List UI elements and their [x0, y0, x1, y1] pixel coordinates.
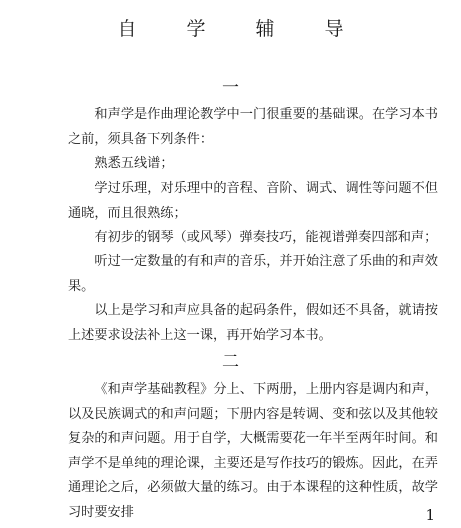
paragraph-condition-staff: 熟悉五线谱； — [94, 156, 174, 171]
page-number: 1 — [425, 506, 435, 524]
paragraph-condition-piano: 有初步的钢琴（或风琴）弹奏技巧，能视谱弹奏四部和声； — [94, 230, 438, 245]
paragraph-summary: 以上是学习和声应具备的起码条件，假如还不具备，就请按上述要求设法补上这一课，再开始学习本书。 — [68, 303, 438, 343]
paragraph-condition-listening: 听过一定数量的有和声的音乐，并开始注意了乐曲的和声效果。 — [68, 254, 438, 294]
paragraph-course-overview: 《和声学基础教程》分上、下两册，上册内容是调内和声，以及民族调式的和声问题；下册内容是转调、变和弦以及其他较复杂的和声问题。用于自学，大概需要花一年半至两年时间。和声学不是单纯的理论课，主要还是写作技巧的锻炼。因此，在弄通理论之后，必须做大量的练习。由于本课程的这种性质，故学习时要安排 — [68, 382, 438, 520]
paragraph-condition-theory: 学过乐理，对乐理中的音程、音阶、调式、调性等问题不但通晓，而且很熟练； — [68, 181, 438, 221]
section-marker-one: 一 — [222, 78, 239, 98]
section-marker-two: 二 — [222, 352, 239, 372]
paragraph-intro: 和声学是作曲理论教学中一门很重要的基础课。在学习本书之前，须具备下列条件： — [68, 107, 438, 147]
page-title: 自 学 辅 导 — [117, 18, 366, 40]
